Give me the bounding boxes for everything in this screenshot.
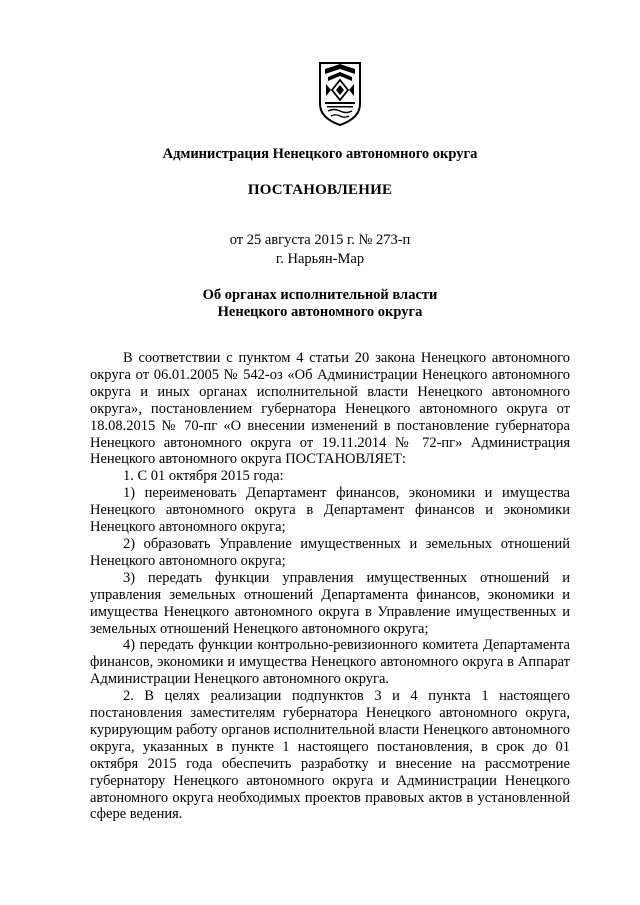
document-date-number: от 25 августа 2015 г. № 273-п	[229, 232, 411, 248]
organization-name: Администрация Ненецкого автономного округа	[162, 146, 478, 162]
document-body	[90, 350, 570, 823]
clause-1-item-1: 1) переименовать Департамент финансов, экономики и имущества Ненецкого автономного округа в Департамент финансов и экономики Ненецкого автономного округа;	[90, 485, 570, 536]
coat-of-arms-icon	[317, 60, 363, 128]
document-subject-line-1: Об органах исполнительной власти	[202, 287, 438, 303]
preamble-paragraph: В соответствии с пунктом 4 статьи 20 закона Ненецкого автономного округа от 06.01.2005 № 542-оз «Об Администрации Ненецкого автономного округа и иных органах исполнительной власти Ненецкого автономного округа», постановлением губернатора Ненецкого автономного округа от 18.08.2015 № 70-пг «О внесении изменений в постановление губернатора Ненецкого автономного округа от 19.11.2014 № 72-пг» Администрация Ненецкого автономного округа ПОСТАНОВЛЯЕТ:	[90, 350, 570, 468]
document-subject-line-2: Ненецкого автономного округа	[217, 304, 423, 320]
document-city: г. Нарьян-Мар	[275, 251, 365, 267]
clause-1-heading: 1. С 01 октября 2015 года:	[123, 468, 284, 485]
clause-1-item-2: 2) образовать Управление имущественных и земельных отношений Ненецкого автономного округа;	[90, 535, 570, 569]
clause-2: 2. В целях реализации подпунктов 3 и 4 пункта 1 настоящего постановления заместителям губернатора Ненецкого автономного округа, курирующим работу органов исполнительной власти Ненецкого автономного округа, указанных в пункте 1 настоящего постановления, в срок до 01 октября 2015 года обеспечить разработку и внесение на рассмотрение губернатору Ненецкого автономного округа и Администрации Ненецкого автономного округа необходимых проектов правовых актов в установленной сфере ведения.	[90, 688, 570, 823]
clause-1-item-3: 3) передать функции управления имущественных отношений и управления земельных отношений Департамента финансов, экономики и имущества Ненецкого автономного округа в Управление имущественных и земельных отношений Ненецкого автономного округа;	[90, 569, 570, 637]
clause-1-item-4: 4) передать функции контрольно-ревизионного комитета Департамента финансов, экономики и имущества Ненецкого автономного округа в Аппарат Администрации Ненецкого автономного округа.	[90, 637, 570, 688]
document-type: ПОСТАНОВЛЕНИЕ	[247, 182, 393, 198]
